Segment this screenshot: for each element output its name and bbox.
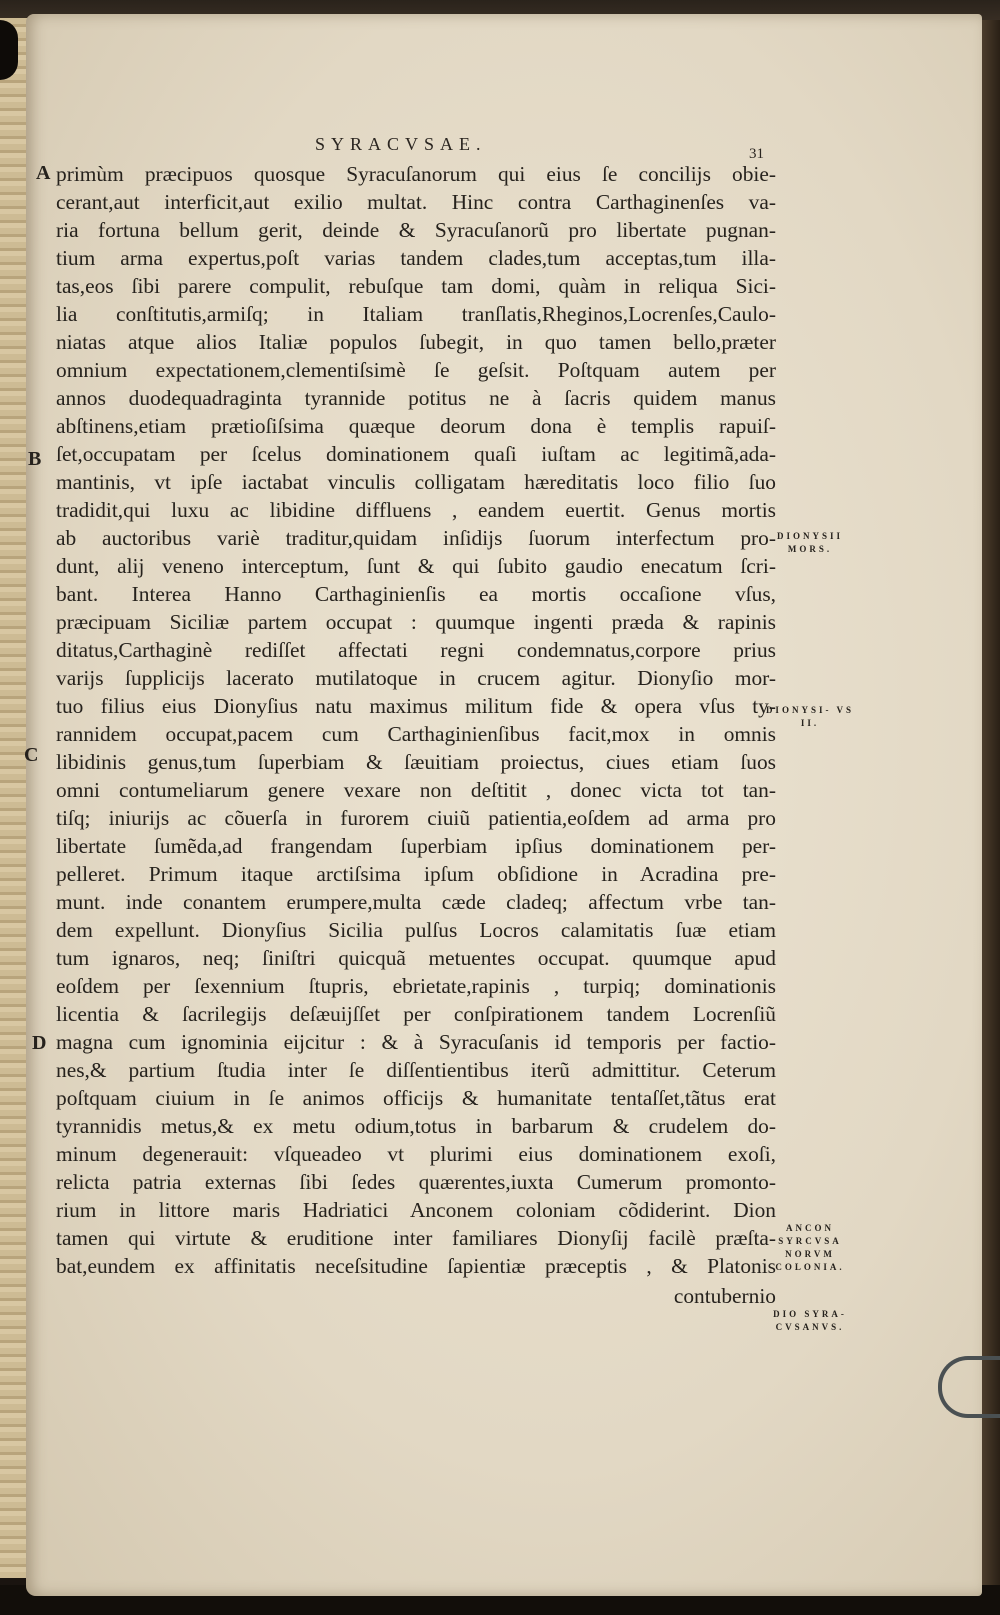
text-line: rium in littore maris Hadriatici Anconem coloniam cõdiderint. Dion [56,1198,776,1222]
text-line: magna cum ignominia eijcitur : & à Syracuſanis id temporis per factio- [56,1030,776,1054]
text-line: poſtquam ciuium in ſe animos officijs & humanitate tentaſſet,tãtus erat [56,1086,776,1110]
text-line: tiſq; iniurijs ac cõuerſa in furorem ciuiũ patientia,eoſdem ad arma pro [56,806,776,830]
section-letter-d: D [32,1032,47,1054]
text-line: tamen qui virtute & eruditione inter familiares Dionyſij facilè præſta- [56,1226,776,1250]
text-line: licentia & ſacrilegijs deſæuijſſet per conſpirationem tandem Locrenſiũ [56,1002,776,1026]
page-clip [938,1356,1000,1418]
text-line: tyrannidis metus,& ex metu odium,totus in barbarum & crudelem do- [56,1114,776,1138]
text-line: ſet,occupatam per ſcelus dominationem quaſi iuſtam ac legitimã,ada- [56,442,776,466]
text-line: dunt, alij veneno interceptum, ſunt & qui ſubito gaudio enecatum ſcri- [56,554,776,578]
text-line: niatas atque alios Italiæ populos ſubegit, in quo tamen bello,præter [56,330,776,354]
text-line: primùm præcipuos quosque Syracuſanorum qui eius ſe concilijs obie- [56,162,776,186]
page-number: 31 [749,146,764,162]
text-line: cerant,aut interficit,aut exilio multat. Hinc contra Carthaginenſes va- [56,190,776,214]
text-line: libertate ſumẽda,ad frangendam ſuperbiam ipſius dominationem per- [56,834,776,858]
text-line: libidinis genus,tum ſuperbiam & ſæuitiam proiectus, ciues etiam ſuos [56,750,776,774]
text-line: tium arma expertus,poſt varias tandem clades,tum acceptas,tum illa- [56,246,776,270]
text-line: rannidem occupat,pacem cum Carthaginienſibus facit,mox in omnis [56,722,776,746]
margin-note-dionysius-ii: DIONYSI- VS II. [765,705,855,728]
text-line: dem expellunt. Dionyſius Sicilia pulſus Locros calamitatis ſuæ etiam [56,918,776,942]
text-line: munt. inde conantem erumpere,multa cæde cladeq; affectum vrbe tan- [56,890,776,914]
binding-shadow [0,20,18,80]
text-line: abſtinens,etiam prætioſiſsima quæque deorum dona è templis rapuiſ- [56,414,776,438]
margin-note-ancon-colonia: ANCON SYRCVSA NORVM COLONIA. [775,1223,845,1272]
text-line: varijs ſupplicijs lacerato mutilatoque in crucem agitur. Dionyſio mor- [56,666,776,690]
section-letter-a: A [36,162,51,184]
text-line: annos duodequadraginta tyrannide potitus ne à ſacris quidem manus [56,386,776,410]
section-letter-b: B [28,448,42,470]
text-line: omnium expectationem,clementiſsimè ſe geſsit. Poſtquam autem per [56,358,776,382]
running-header: SYRACVSAE. [315,134,487,154]
text-line: relicta patria externas ſibi ſedes quærentes,iuxta Cumerum promonto- [56,1170,776,1194]
text-line: ria fortuna bellum gerit, deinde & Syracuſanorũ pro libertate pugnan- [56,218,776,242]
text-line: præcipuam Siciliæ partem occupat : quumque ingenti præda & rapinis [56,610,776,634]
text-line: bat,eundem ex affinitatis neceſsitudine ſapientiæ præceptis , & Platonis [56,1254,776,1278]
text-line: tradidit,qui luxu ac libidine diffluens , eandem euertit. Genus mortis [56,498,776,522]
margin-note-dio-syracusanus: DIO SYRA- CVSANVS. [773,1309,847,1332]
text-line: mantinis, vt ipſe iactabat vinculis colligatam hæreditatis loco filio ſuo [56,470,776,494]
text-line: ab auctoribus variè traditur,quidam inſidijs ſuorum interfectum pro- [56,526,776,550]
text-line: lia conſtitutis,armiſq; in Italiam tranſlatis,Rheginos,Locrenſes,Caulo- [56,302,776,326]
text-line: pelleret. Primum itaque arctiſsima ipſum obſidione in Acradina pre- [56,862,776,886]
text-line: eoſdem per ſexennium ſtupris, ebrietate,rapinis , turpiq; dominationis [56,974,776,998]
catchword: contubernio [673,1284,776,1308]
text-line: omni contumeliarum genere vexare non deſtitit , donec victa tot tan- [56,778,776,802]
text-line: minum degenerauit: vſqueadeo vt plurimi eius dominationem exoſi, [56,1142,776,1166]
text-line: tas,eos ſibi parere compulit, rebuſque tam domi, quàm in reliqua Sici- [56,274,776,298]
text-line: bant. Interea Hanno Carthaginienſis ea mortis occaſione vſus, [56,582,776,606]
margin-note-dionysii-mors: DIONYSII MORS. [776,531,843,554]
text-line: tuo filius eius Dionyſius natu maximus militum fide & opera vſus ty- [56,694,776,718]
text-line: nes,& partium ſtudia inter ſe diſſentientibus iterũ admittitur. Ceterum [56,1058,776,1082]
text-line: tum ignaros, neq; ſiniſtri quicquã metuentes occupat. quumque apud [56,946,776,970]
text-line: ditatus,Carthaginè rediſſet affectati regni condemnatus,corpore prius [56,638,776,662]
section-letter-c: C [24,744,39,766]
